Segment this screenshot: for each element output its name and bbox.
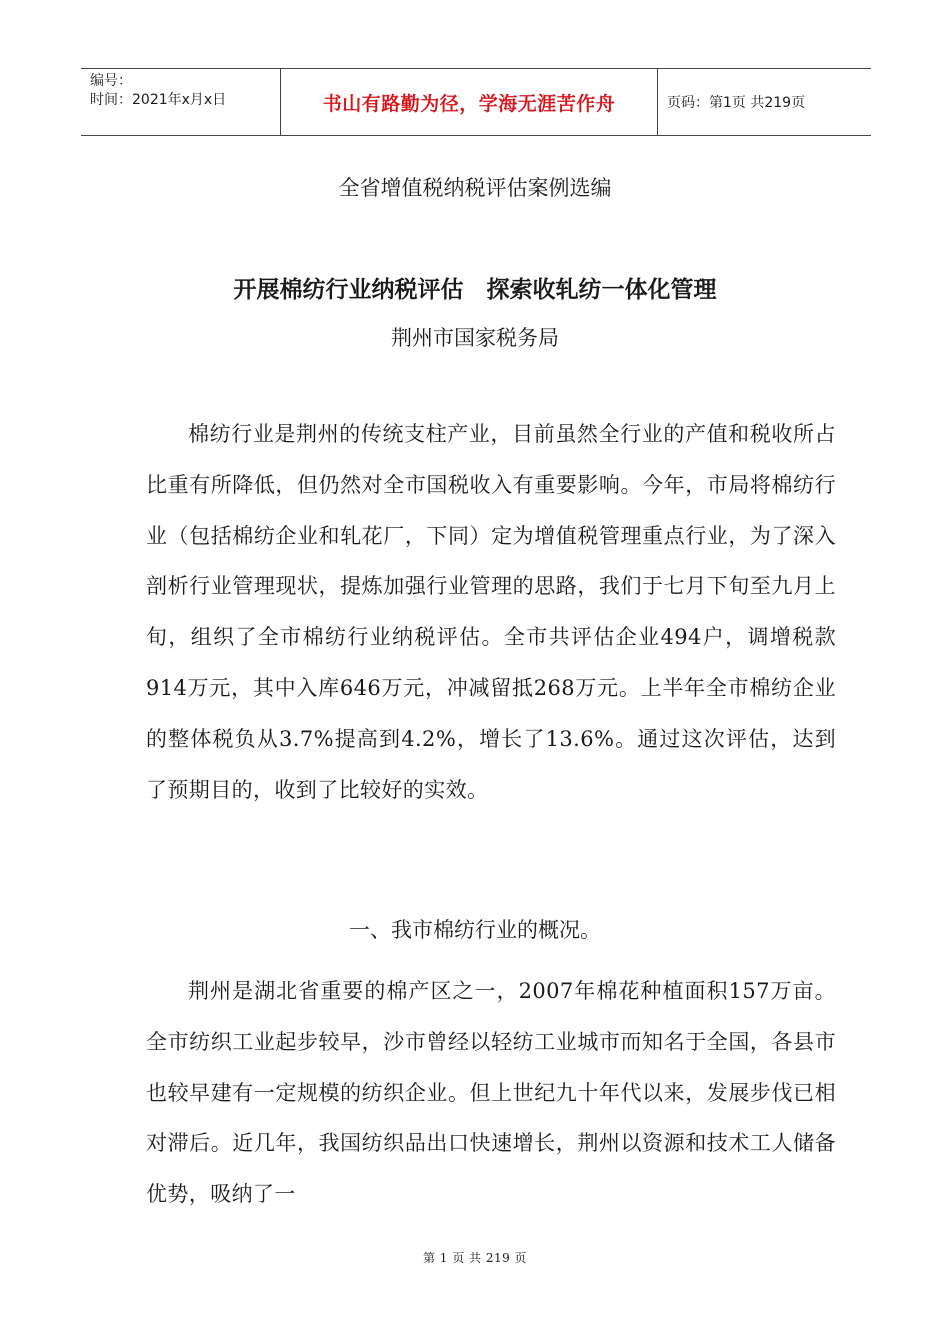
author-line: 荆州市国家税务局 bbox=[391, 326, 559, 350]
header-meta-cell bbox=[81, 69, 281, 135]
number-label: 编号： bbox=[90, 73, 132, 89]
header-motto: 书山有路勤为径，学海无涯苦作舟 bbox=[281, 69, 658, 135]
body-paragraph: 棉纺行业是荆州的传统支柱产业，目前虽然全行业的产值和税收所占比重有所降低，但仍然对全市国税收入有重要影响。今年，市局将棉纺行业（包括棉纺企业和轧花厂，下同）定为增值税管理重点行业，为了深入剖析行业管理现状，提炼加强行业管理的思路，我们于七月下旬至九月上旬，组织了全市棉纺行业纳税评估。全市共评估企业494户，调增税款914万元，其中入库646万元，冲减留抵268万元。上半年全市棉纺企业的整体税负从3.7%提高到4.2%，增长了13.6%。通过这次评估，达到了预期目的，收到了比较好的实效。 bbox=[146, 422, 836, 802]
article-title: 开展棉纺行业纳税评估 探索收轧纺一体化管理 bbox=[233, 277, 717, 303]
body-paragraph: 荆州是湖北省重要的棉产区之一，2007年棉花种植面积157万亩。全市纺织工业起步较早，沙市曾经以轻纺工业城市而知名于全国，各县市也较早建有一定规模的纺织企业。但上世纪九十年代以来，发展步伐已相对滞后。近几年，我国纺织品出口快速增长，荆州以资源和技术工人储备优势，吸纳了一 bbox=[146, 979, 836, 1207]
section-heading: 一、我市棉纺行业的概况。 bbox=[349, 918, 601, 942]
page-footer: 第 1 页 共 219 页 bbox=[422, 1251, 528, 1265]
header-page-info: 页码：第1页 共219页 bbox=[667, 95, 806, 111]
time-label: 时间：2021年x月x日 bbox=[90, 92, 227, 108]
header-table bbox=[81, 68, 871, 136]
document-title: 全省增值税纳税评估案例选编 bbox=[338, 176, 612, 200]
